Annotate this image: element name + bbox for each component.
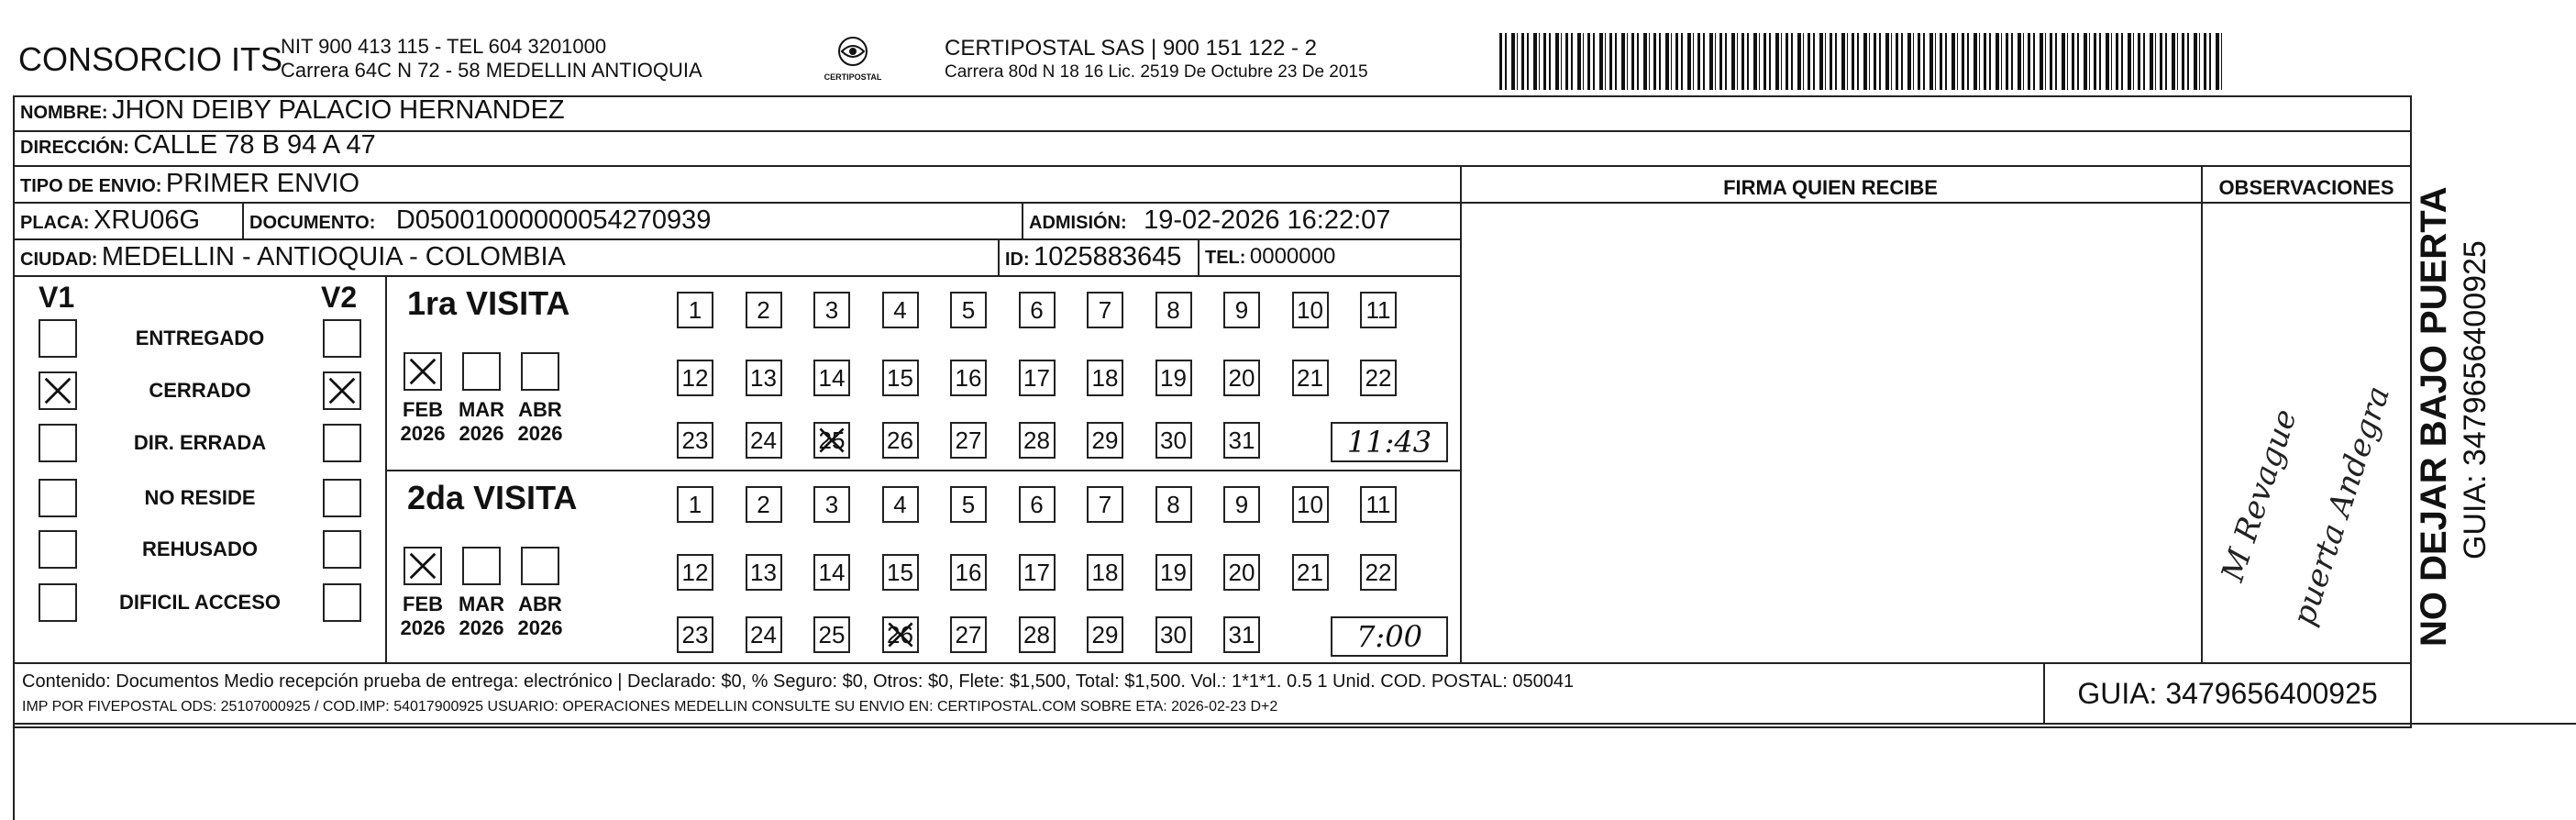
day-box[interactable]: 31 (1223, 616, 1260, 653)
month-name: MAR (458, 398, 505, 421)
visit-title: 2da VISITA (407, 479, 578, 516)
day-box[interactable]: 20 (1223, 360, 1260, 396)
day-box[interactable]: 30 (1155, 422, 1192, 459)
company-address: Carrera 64C N 72 - 58 MEDELLIN ANTIOQUIA (281, 59, 702, 82)
status-v1-checkbox[interactable] (39, 319, 77, 358)
month-name: FEB (403, 398, 443, 421)
day-box[interactable]: 3 (813, 292, 850, 328)
handwritten-observation-1: M Revague (2214, 404, 2305, 586)
day-box[interactable]: 5 (950, 486, 987, 523)
admision-label: ADMISIÓN: (1029, 213, 1127, 233)
day-box[interactable]: 13 (746, 554, 782, 591)
status-v1-checkbox[interactable] (39, 371, 77, 410)
status-v1-checkbox[interactable] (39, 530, 77, 569)
direccion-label: DIRECCIÓN: (20, 138, 129, 158)
day-box[interactable]: 2 (746, 486, 782, 523)
day-box[interactable]: 14 (813, 554, 850, 591)
month-name: ABR (518, 398, 562, 421)
status-v2-checkbox[interactable] (323, 319, 361, 358)
status-v1-checkbox[interactable] (39, 424, 77, 462)
day-box[interactable]: 16 (950, 554, 987, 591)
month-name: MAR (458, 593, 505, 615)
day-box[interactable]: 10 (1292, 292, 1329, 328)
day-box[interactable]: 21 (1292, 554, 1329, 591)
day-box[interactable]: 29 (1087, 616, 1123, 653)
footer-guia: GUIA: 3479656400925 (2077, 677, 2378, 710)
certipostal-logo (821, 35, 885, 90)
status-v2-checkbox[interactable] (323, 424, 361, 462)
status-label: CERRADO (149, 379, 251, 402)
tipo-envio-row (20, 169, 359, 199)
month-label (457, 593, 506, 640)
id-label: ID: (1005, 249, 1030, 270)
status-label: NO RESIDE (144, 486, 256, 509)
logo-text: CERTIPOSTAL (824, 72, 882, 82)
tel-field (1205, 244, 1335, 270)
handwritten-observation-2: puerta Andegra (2285, 382, 2398, 630)
visit-title: 1ra VISITA (407, 284, 570, 322)
day-box[interactable]: 8 (1155, 292, 1192, 328)
day-box[interactable]: 19 (1155, 554, 1192, 591)
day-box[interactable]: 27 (950, 422, 987, 459)
company-name: CONSORCIO ITS (18, 40, 283, 78)
day-box[interactable]: 15 (882, 360, 919, 396)
status-label: ENTREGADO (135, 327, 265, 349)
side-guia: GUIA: 3479656400925 (2458, 240, 2493, 560)
day-box[interactable]: 4 (882, 292, 919, 328)
month-year: 2026 (459, 422, 504, 445)
outer-bottom-frame (13, 723, 2576, 820)
check-x-icon (405, 354, 440, 389)
placa-value: XRU06G (94, 205, 201, 235)
status-label: DIR. ERRADA (133, 431, 267, 454)
status-v2-checkbox[interactable] (323, 530, 361, 569)
day-box[interactable]: 9 (1223, 292, 1260, 328)
day-box[interactable]: 22 (1360, 360, 1397, 396)
day-box[interactable]: 24 (746, 616, 782, 653)
observaciones-header: OBSERVACIONES (2218, 176, 2394, 199)
day-box[interactable]: 12 (677, 360, 713, 396)
visit-time[interactable]: 11:43 (1331, 422, 1448, 462)
month-year: 2026 (400, 422, 446, 445)
month-label (457, 398, 506, 446)
month-checkbox[interactable] (462, 547, 501, 585)
month-checkbox[interactable] (521, 352, 559, 391)
month-label (515, 398, 565, 446)
side-warning: NO DEJAR BAJO PUERTA (2414, 186, 2454, 647)
day-box[interactable]: 17 (1019, 554, 1056, 591)
ciudad-label: CIUDAD: (20, 249, 98, 270)
tipo-envio-label: TIPO DE ENVIO: (20, 176, 162, 196)
v1-header: V1 (39, 281, 75, 314)
month-year: 2026 (517, 616, 563, 639)
month-checkbox[interactable] (404, 352, 442, 391)
carrier-name: CERTIPOSTAL SAS | 900 151 122 - 2 (945, 36, 1317, 61)
certipostal-logo-icon (835, 35, 871, 68)
day-box[interactable]: 13 (746, 360, 782, 396)
day-box[interactable]: 25 (813, 616, 850, 653)
id-field (1005, 242, 1181, 272)
nombre-value: JHON DEIBY PALACIO HERNANDEZ (112, 95, 565, 125)
day-box[interactable]: 19 (1155, 360, 1192, 396)
month-label (398, 398, 448, 446)
status-v1-checkbox[interactable] (39, 479, 77, 517)
status-label: DIFICIL ACCESO (118, 591, 281, 614)
visit-time[interactable]: 7:00 (1331, 616, 1448, 657)
day-box[interactable]: 3 (813, 486, 850, 523)
day-box[interactable]: 2 (746, 292, 782, 328)
day-box[interactable]: 10 (1292, 486, 1329, 523)
day-box[interactable]: 22 (1360, 554, 1397, 591)
month-name: ABR (518, 593, 562, 615)
day-box[interactable]: 28 (1019, 616, 1056, 653)
day-box[interactable]: 24 (746, 422, 782, 459)
v2-header: V2 (321, 281, 358, 314)
day-box[interactable]: 26 (882, 616, 919, 653)
month-name: FEB (403, 593, 443, 615)
ciudad-field (20, 242, 566, 272)
documento-label: DOCUMENTO: (249, 213, 376, 233)
month-checkbox[interactable] (521, 547, 559, 585)
month-checkbox[interactable] (404, 547, 442, 585)
admision-field (1029, 205, 1390, 236)
month-year: 2026 (459, 616, 504, 639)
day-x-icon (815, 424, 848, 457)
admision-value: 19-02-2026 16:22:07 (1144, 205, 1391, 235)
direccion-row (20, 130, 376, 161)
day-box[interactable]: 5 (950, 292, 987, 328)
day-box[interactable]: 11 (1360, 486, 1397, 523)
status-v2-checkbox[interactable] (323, 479, 361, 517)
barcode (1499, 33, 2224, 90)
documento-field (249, 205, 711, 236)
status-label: REHUSADO (142, 537, 258, 560)
carrier-license: Carrera 80d N 18 16 Lic. 2519 De Octubre 23 De 2015 (945, 62, 1368, 82)
day-box[interactable]: 21 (1292, 360, 1329, 396)
day-box[interactable]: 17 (1019, 360, 1056, 396)
tel-value: 0000000 (1249, 244, 1336, 269)
status-v1-checkbox[interactable] (39, 583, 77, 622)
month-checkbox[interactable] (462, 352, 501, 391)
day-box[interactable]: 16 (950, 360, 987, 396)
day-box[interactable]: 11 (1360, 292, 1397, 328)
month-year: 2026 (400, 616, 446, 639)
day-box[interactable]: 25 (813, 422, 850, 459)
day-box[interactable]: 20 (1223, 554, 1260, 591)
day-box[interactable]: 4 (882, 486, 919, 523)
ciudad-value: MEDELLIN - ANTIOQUIA - COLOMBIA (101, 242, 566, 271)
day-box[interactable]: 9 (1223, 486, 1260, 523)
day-box[interactable]: 26 (882, 422, 919, 459)
documento-value: D05001000000054270939 (395, 205, 712, 235)
day-box[interactable]: 1 (677, 486, 713, 523)
check-x-icon (405, 549, 440, 583)
id-value: 1025883645 (1034, 242, 1182, 271)
day-box[interactable]: 6 (1019, 292, 1056, 328)
direccion-value: CALLE 78 B 94 A 47 (133, 130, 376, 160)
day-box[interactable]: 12 (677, 554, 713, 591)
day-box[interactable]: 14 (813, 360, 850, 396)
day-box[interactable]: 27 (950, 616, 987, 653)
firma-header: FIRMA QUIEN RECIBE (1723, 176, 1938, 199)
day-box[interactable]: 15 (882, 554, 919, 591)
day-box[interactable]: 23 (677, 422, 713, 459)
day-box[interactable]: 28 (1019, 422, 1056, 459)
day-box[interactable]: 18 (1087, 360, 1123, 396)
day-box[interactable]: 29 (1087, 422, 1123, 459)
day-box[interactable]: 6 (1019, 486, 1056, 523)
day-box[interactable]: 18 (1087, 554, 1123, 591)
month-label (398, 593, 448, 640)
company-nit: NIT 900 413 115 - TEL 604 3201000 (281, 35, 607, 58)
day-box[interactable]: 8 (1155, 486, 1192, 523)
status-v2-checkbox[interactable] (323, 583, 361, 622)
status-v2-checkbox[interactable] (323, 371, 361, 410)
day-box[interactable]: 30 (1155, 616, 1192, 653)
footer-content: Contenido: Documentos Medio recepción prueba de entrega: electrónico | Declarado: $0, % Seguro: $0, Otros: $0, Flete: $1,500, Total: $1,500. Vol.: 1*1*1. 0.5 1 Unid. COD. POSTAL: 050041 (22, 671, 1575, 692)
month-label (515, 593, 565, 640)
placa-label: PLACA: (20, 213, 90, 233)
day-box[interactable]: 23 (677, 616, 713, 653)
day-box[interactable]: 7 (1087, 486, 1123, 523)
tel-label: TEL: (1205, 248, 1246, 268)
nombre-row (20, 95, 565, 126)
day-box[interactable]: 1 (677, 292, 713, 328)
day-box[interactable]: 7 (1087, 292, 1123, 328)
placa-field (20, 205, 200, 236)
footer-imp: IMP POR FIVEPOSTAL ODS: 25107000925 / COD.IMP: 54017900925 USUARIO: OPERACIONES MEDELLIN CONSULTE SU ENVIO EN: CERTIPOSTAL.COM SOBRE ETA: 2026-02-23 D+2 (22, 699, 1278, 715)
day-box[interactable]: 31 (1223, 422, 1260, 459)
check-x-icon (325, 373, 359, 408)
nombre-label: NOMBRE: (20, 103, 108, 123)
tipo-envio-value: PRIMER ENVIO (165, 169, 360, 198)
day-x-icon (884, 618, 917, 651)
month-year: 2026 (517, 422, 563, 445)
check-x-icon (40, 373, 75, 408)
